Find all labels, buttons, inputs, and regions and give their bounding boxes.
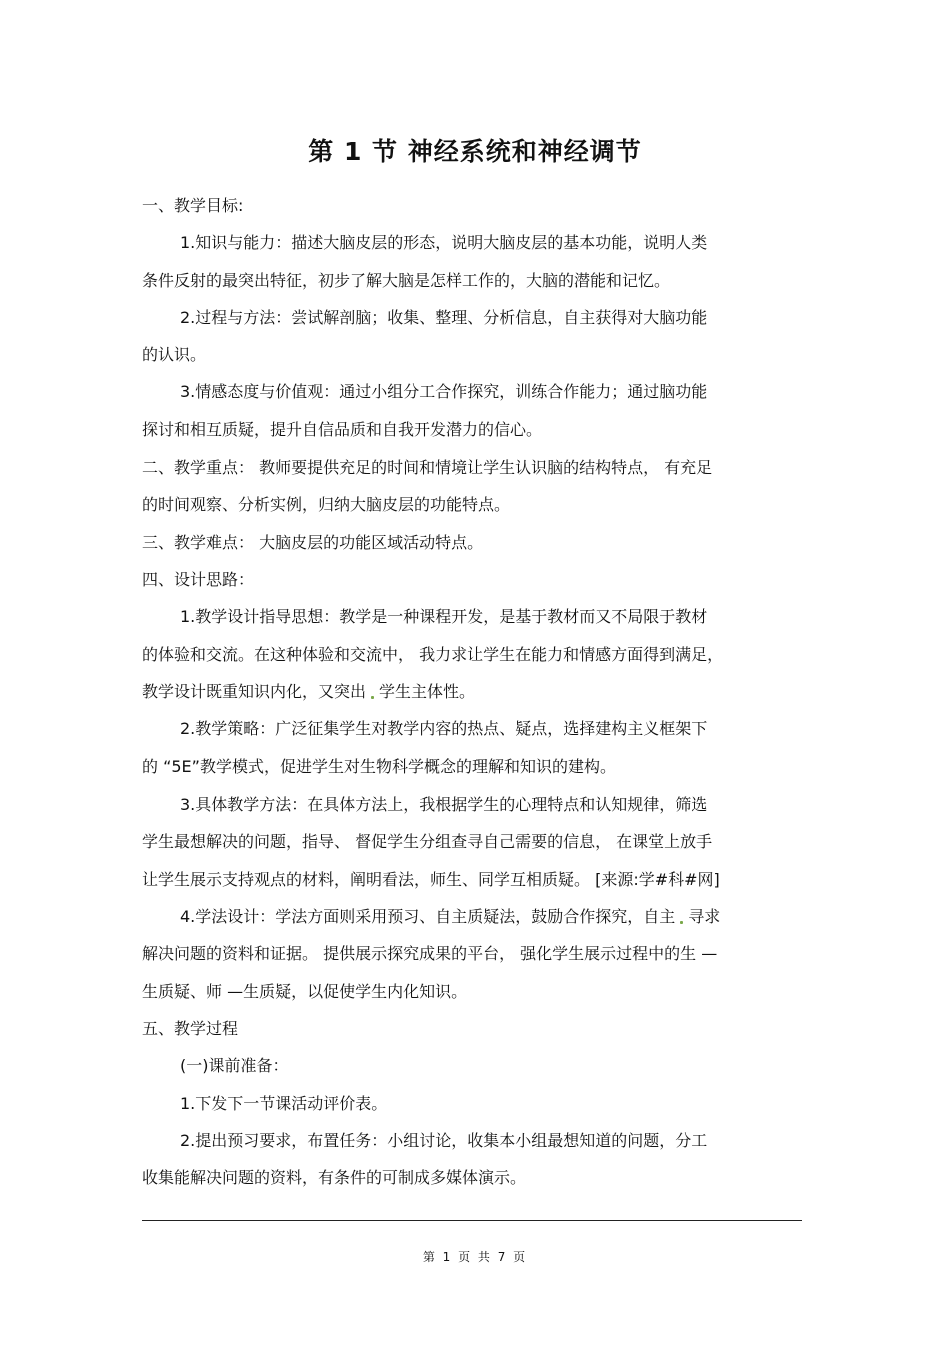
paragraph-line: 的时间观察、分析实例，归纳大脑皮层的功能特点。	[142, 495, 511, 514]
subsection-heading: (一)课前准备：	[180, 1056, 289, 1075]
paragraph-line: 学生最想解决的问题，指导、 督促学生分组查寻自己需要的信息， 在课堂上放手	[142, 832, 713, 851]
paragraph-line: 的体验和交流。在这种体验和交流中， 我力求让学生在能力和情感方面得到满足，	[142, 645, 724, 664]
paragraph-line: 收集能解决问题的资料，有条件的可制成多媒体演示。	[142, 1168, 527, 1187]
paragraph-line-part: 寻求	[688, 907, 721, 926]
page-title: 第 1 节 神经系统和神经调节	[308, 137, 642, 166]
paragraph-line: 探讨和相互质疑，提升自信品质和自我开发潜力的信心。	[142, 420, 543, 439]
paragraph-line: 3.情感态度与价值观：通过小组分工合作探究，训练合作能力；通过脑功能	[180, 382, 708, 401]
paragraph-line-part: 4.学法设计：学法方面则采用预习、自主质疑法，鼓励合作探究，自主	[180, 907, 676, 926]
section-heading: 一、教学目标:	[142, 196, 244, 215]
page-number-footer: 第 1 页 共 7 页	[422, 1250, 528, 1264]
stray-dot-mark	[371, 696, 374, 699]
paragraph-line: 条件反射的最突出特征，初步了解大脑是怎样工作的，大脑的潜能和记忆。	[142, 271, 671, 290]
paragraph-line: 让学生展示支持观点的材料，阐明看法，师生、同学互相质疑。 [来源:学#科#网]	[142, 870, 720, 889]
section-heading: 四、设计思路：	[142, 570, 255, 589]
paragraph-line: 生质疑、师 —生质疑，以促使学生内化知识。	[142, 982, 468, 1001]
paragraph-line: 3.具体教学方法：在具体方法上，我根据学生的心理特点和认知规律，筛选	[180, 795, 708, 814]
paragraph-line: 1.教学设计指导思想：教学是一种课程开发，是基于教材而又不局限于教材	[180, 607, 708, 626]
paragraph-line: 1.知识与能力：描述大脑皮层的形态，说明大脑皮层的基本功能，说明人类	[180, 233, 708, 252]
paragraph-line	[180, 907, 860, 927]
section-heading: 二、教学重点： 教师要提供充足的时间和情境让学生认识脑的结构特点， 有充足	[142, 458, 713, 477]
paragraph-line: 2.过程与方法：尝试解剖脑；收集、整理、分析信息，自主获得对大脑功能	[180, 308, 708, 327]
paragraph-line: 1.下发下一节课活动评价表。	[180, 1094, 388, 1113]
stray-dot-mark	[680, 921, 683, 924]
paragraph-line-part: 教学设计既重知识内化，又突出	[142, 682, 367, 701]
section-heading: 三、教学难点： 大脑皮层的功能区域活动特点。	[142, 533, 484, 552]
paragraph-line: 的 “5E”教学模式，促进学生对生物科学概念的理解和知识的建构。	[142, 757, 616, 776]
paragraph-line: 解决问题的资料和证据。 提供展示探究成果的平台， 强化学生展示过程中的生 —	[142, 944, 718, 963]
paragraph-line-part: 学生主体性。	[379, 682, 476, 701]
paragraph-line: 的认识。	[142, 345, 207, 364]
paragraph-line: 2.提出预习要求，布置任务：小组讨论，收集本小组最想知道的问题，分工	[180, 1131, 708, 1150]
paragraph-line: 2.教学策略：广泛征集学生对教学内容的热点、疑点，选择建构主义框架下	[180, 719, 708, 738]
section-heading: 五、教学过程	[142, 1019, 239, 1038]
footer-divider	[142, 1220, 802, 1221]
paragraph-line	[142, 682, 822, 702]
